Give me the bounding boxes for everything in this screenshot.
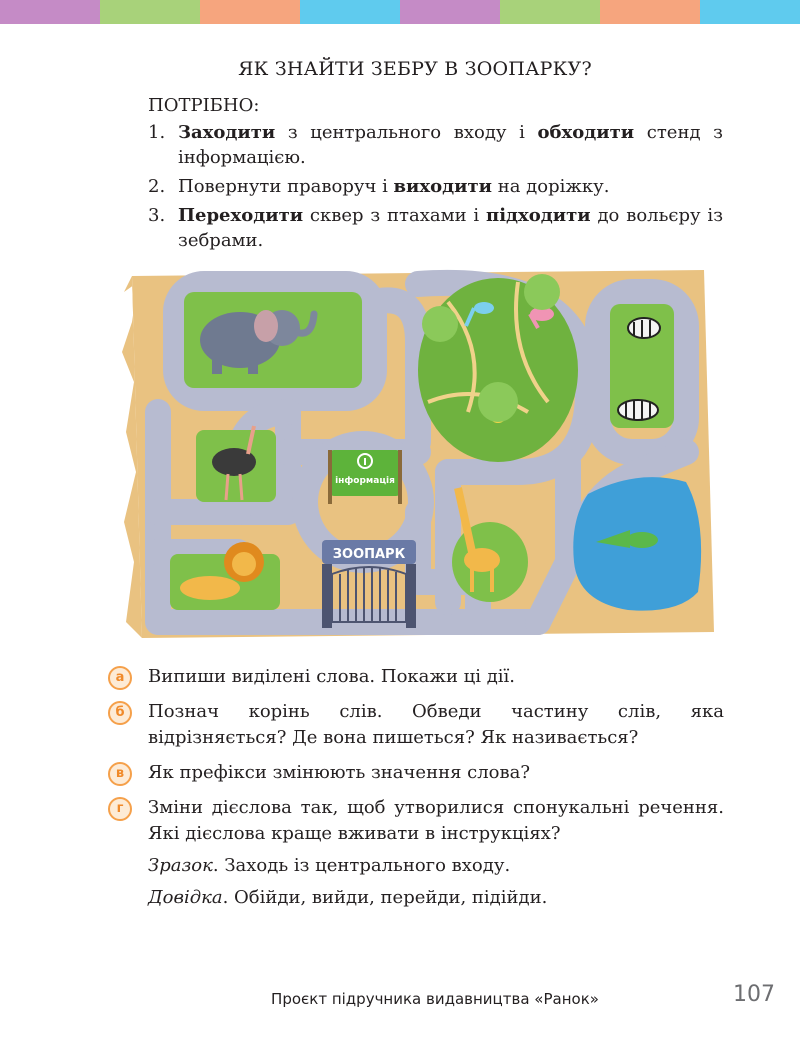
task-b [108, 699, 724, 751]
step-number: 1. [148, 122, 166, 143]
sample-line [148, 853, 724, 879]
highlighted-word: обходити [537, 122, 635, 143]
step-text: Повернути праворуч і [178, 176, 394, 197]
tasks-list [108, 664, 724, 920]
info-stand-label: інформація [335, 476, 395, 486]
stripe [300, 0, 400, 24]
zebra-icon [618, 400, 658, 420]
zebra-icon [628, 318, 660, 338]
sample-label: Зразок [148, 855, 213, 876]
stripe [500, 0, 600, 24]
stripe [700, 0, 800, 24]
tree [478, 382, 518, 422]
highlighted-word: Переходити [178, 205, 304, 226]
footer-note: Проєкт підручника видавництва «Ранок» [271, 990, 599, 1008]
highlighted-word: підходити [486, 205, 591, 226]
task-badge: б [108, 701, 132, 725]
step-2 [148, 174, 723, 199]
reference-text: . Обійди, вийди, перейди, підійди. [222, 887, 548, 908]
reference-label: Довідка [148, 887, 223, 908]
step-text: на доріжку. [492, 176, 610, 197]
task-a [108, 664, 724, 690]
step-1 [148, 120, 723, 170]
step-text: сквер з птахами і [303, 205, 487, 226]
page-title: ЯК ЗНАЙТИ ЗЕБРУ В ЗООПАРКУ? [238, 58, 592, 80]
task-g [108, 795, 724, 911]
task-badge: г [108, 797, 132, 821]
task-text: Випиши виділені слова. Покажи ці дії. [148, 666, 516, 687]
sample-text: . Заходь із центрального входу. [212, 855, 511, 876]
info-stand [328, 450, 402, 504]
task-text: Познач корінь слів. Обведи частину слів, яка відрізняється? Де вона пишеться? Як називається? [148, 701, 724, 748]
zoo-map-illustration [118, 262, 718, 644]
need-label: ПОТРІБНО: [148, 95, 260, 116]
stripe [400, 0, 500, 24]
task-badge: в [108, 762, 132, 786]
step-3 [148, 203, 723, 253]
gate-sign: ЗООПАРК [332, 547, 406, 562]
task-v [108, 760, 724, 786]
step-number: 2. [148, 176, 166, 197]
step-text: до вольєру із зебрами. [178, 205, 724, 251]
highlighted-word: виходити [393, 176, 492, 197]
tree [422, 306, 458, 342]
stripe [600, 0, 700, 24]
step-number: 3. [148, 205, 166, 226]
color-stripe-bar [0, 0, 800, 24]
stripe [100, 0, 200, 24]
task-text: Як префікси змінюють значення слова? [148, 762, 531, 783]
steps-list [148, 120, 723, 257]
highlighted-word: Заходити [178, 122, 276, 143]
stripe [200, 0, 300, 24]
step-text: з центрального входу і [275, 122, 538, 143]
tree [524, 274, 560, 310]
bird-square [418, 278, 578, 462]
task-badge: а [108, 666, 132, 690]
page-number: 107 [733, 982, 775, 1007]
task-text: Зміни дієслова так, щоб утворилися спонукальні речення. Які дієслова краще вживати в інструкціях? [148, 797, 724, 844]
step-text: стенд з інформацією. [178, 122, 723, 168]
reference-line [148, 885, 724, 911]
stripe [0, 0, 100, 24]
